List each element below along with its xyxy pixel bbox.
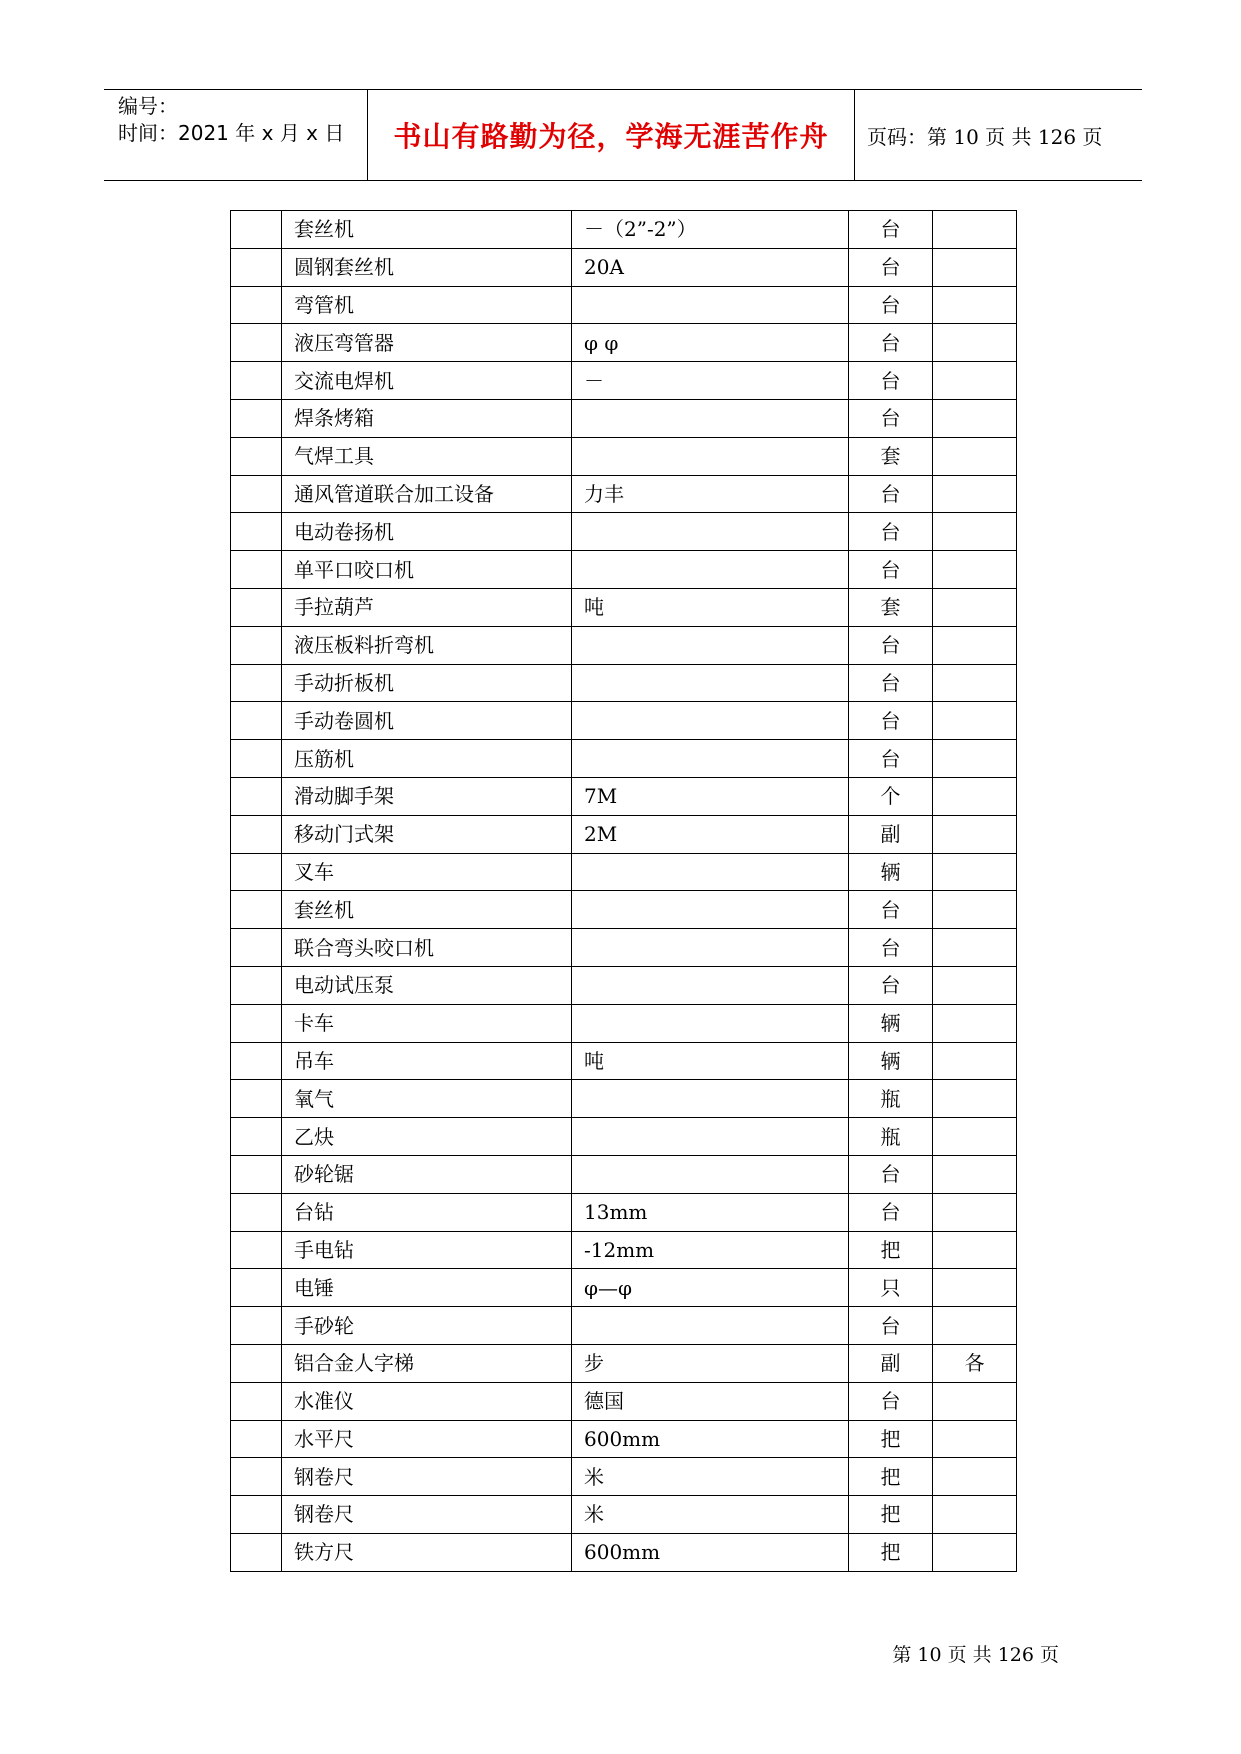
equipment-note-cell: [933, 362, 1017, 400]
equipment-spec-cell: [572, 1118, 849, 1156]
equipment-unit-cell: 副: [849, 1344, 933, 1382]
equipment-name-cell: 压筋机: [282, 740, 572, 778]
row-index-cell: [231, 1193, 282, 1231]
row-index-cell: [231, 437, 282, 475]
equipment-spec-cell: 13mm: [572, 1193, 849, 1231]
row-index-cell: [231, 1080, 282, 1118]
equipment-unit-cell: 台: [849, 1382, 933, 1420]
table-row: [231, 664, 1017, 702]
equipment-unit-cell: 台: [849, 702, 933, 740]
equipment-note-cell: [933, 1269, 1017, 1307]
equipment-spec-cell: [572, 399, 849, 437]
equipment-note-cell: [933, 1118, 1017, 1156]
table-row: [231, 1155, 1017, 1193]
equipment-unit-cell: 台: [849, 248, 933, 286]
row-index-cell: [231, 815, 282, 853]
table-row: [231, 1193, 1017, 1231]
equipment-spec-cell: [572, 740, 849, 778]
page-footer: 第 10 页 共 126 页: [892, 1644, 1059, 1666]
equipment-name-cell: 弯管机: [282, 286, 572, 324]
equipment-name-cell: 单平口咬口机: [282, 551, 572, 589]
equipment-note-cell: [933, 891, 1017, 929]
row-index-cell: [231, 929, 282, 967]
row-index-cell: [231, 1231, 282, 1269]
table-row: [231, 399, 1017, 437]
equipment-name-cell: 手电钻: [282, 1231, 572, 1269]
equipment-spec-cell: －（2”-2”）: [572, 211, 849, 249]
equipment-spec-cell: [572, 929, 849, 967]
equipment-unit-cell: 瓶: [849, 1080, 933, 1118]
row-index-cell: [231, 399, 282, 437]
equipment-name-cell: 气焊工具: [282, 437, 572, 475]
equipment-note-cell: [933, 399, 1017, 437]
equipment-spec-cell: [572, 626, 849, 664]
table-row: [231, 588, 1017, 626]
equipment-name-cell: 砂轮锯: [282, 1155, 572, 1193]
equipment-spec-cell: 2M: [572, 815, 849, 853]
row-index-cell: [231, 286, 282, 324]
table-row: [231, 437, 1017, 475]
equipment-spec-cell: [572, 437, 849, 475]
equipment-name-cell: 叉车: [282, 853, 572, 891]
document-number-label: 编号：: [118, 94, 178, 118]
table-row: [231, 1533, 1017, 1571]
equipment-name-cell: 电动试压泵: [282, 966, 572, 1004]
row-index-cell: [231, 1496, 282, 1534]
row-index-cell: [231, 211, 282, 249]
equipment-name-cell: 手砂轮: [282, 1307, 572, 1345]
equipment-name-cell: 电动卷扬机: [282, 513, 572, 551]
equipment-name-cell: 吊车: [282, 1042, 572, 1080]
equipment-name-cell: 台钻: [282, 1193, 572, 1231]
equipment-unit-cell: 台: [849, 362, 933, 400]
equipment-note-cell: [933, 324, 1017, 362]
table-row: [231, 966, 1017, 1004]
table-row: [231, 815, 1017, 853]
equipment-name-cell: 钢卷尺: [282, 1458, 572, 1496]
table-row: [231, 1496, 1017, 1534]
equipment-note-cell: [933, 740, 1017, 778]
equipment-table: [230, 210, 1017, 1572]
table-row: [231, 626, 1017, 664]
table-row: [231, 1004, 1017, 1042]
equipment-note-cell: [933, 702, 1017, 740]
row-index-cell: [231, 475, 282, 513]
equipment-unit-cell: 台: [849, 324, 933, 362]
equipment-spec-cell: [572, 664, 849, 702]
equipment-name-cell: 套丝机: [282, 891, 572, 929]
row-index-cell: [231, 853, 282, 891]
equipment-name-cell: 铁方尺: [282, 1533, 572, 1571]
equipment-spec-cell: [572, 891, 849, 929]
table-row: [231, 853, 1017, 891]
equipment-table-body: [231, 211, 1017, 1572]
row-index-cell: [231, 248, 282, 286]
equipment-unit-cell: 台: [849, 211, 933, 249]
equipment-note-cell: [933, 929, 1017, 967]
equipment-note-cell: [933, 1155, 1017, 1193]
equipment-name-cell: 移动门式架: [282, 815, 572, 853]
row-index-cell: [231, 362, 282, 400]
equipment-spec-cell: [572, 1307, 849, 1345]
equipment-spec-cell: 力丰: [572, 475, 849, 513]
equipment-unit-cell: 个: [849, 777, 933, 815]
equipment-name-cell: 液压弯管器: [282, 324, 572, 362]
equipment-unit-cell: 台: [849, 1155, 933, 1193]
equipment-note-cell: [933, 853, 1017, 891]
row-index-cell: [231, 777, 282, 815]
table-row: [231, 362, 1017, 400]
equipment-note-cell: [933, 1042, 1017, 1080]
table-row: [231, 740, 1017, 778]
row-index-cell: [231, 1118, 282, 1156]
equipment-unit-cell: 台: [849, 664, 933, 702]
equipment-note-cell: [933, 815, 1017, 853]
equipment-spec-cell: 德国: [572, 1382, 849, 1420]
table-row: [231, 513, 1017, 551]
equipment-note-cell: [933, 626, 1017, 664]
equipment-spec-cell: 米: [572, 1458, 849, 1496]
equipment-unit-cell: 台: [849, 929, 933, 967]
equipment-unit-cell: 台: [849, 551, 933, 589]
equipment-unit-cell: 只: [849, 1269, 933, 1307]
equipment-spec-cell: 600mm: [572, 1533, 849, 1571]
equipment-note-cell: [933, 1080, 1017, 1118]
header-left-cell: [104, 90, 368, 180]
equipment-name-cell: 圆钢套丝机: [282, 248, 572, 286]
equipment-spec-cell: －: [572, 362, 849, 400]
equipment-note-cell: [933, 1004, 1017, 1042]
equipment-unit-cell: 瓶: [849, 1118, 933, 1156]
equipment-note-cell: [933, 1382, 1017, 1420]
table-row: [231, 286, 1017, 324]
table-row: [231, 1344, 1017, 1382]
equipment-spec-cell: 吨: [572, 1042, 849, 1080]
equipment-unit-cell: 台: [849, 513, 933, 551]
equipment-unit-cell: 台: [849, 891, 933, 929]
equipment-unit-cell: 把: [849, 1458, 933, 1496]
equipment-name-cell: 焊条烤箱: [282, 399, 572, 437]
equipment-name-cell: 套丝机: [282, 211, 572, 249]
row-index-cell: [231, 891, 282, 929]
equipment-note-cell: [933, 1307, 1017, 1345]
equipment-note-cell: [933, 1231, 1017, 1269]
equipment-name-cell: 卡车: [282, 1004, 572, 1042]
table-row: [231, 929, 1017, 967]
table-row: [231, 475, 1017, 513]
equipment-spec-cell: 600mm: [572, 1420, 849, 1458]
equipment-spec-cell: 7M: [572, 777, 849, 815]
table-row: [231, 248, 1017, 286]
equipment-unit-cell: 台: [849, 286, 933, 324]
equipment-unit-cell: 台: [849, 966, 933, 1004]
row-index-cell: [231, 1042, 282, 1080]
page-header: [104, 89, 1142, 181]
equipment-note-cell: [933, 588, 1017, 626]
equipment-spec-cell: [572, 551, 849, 589]
equipment-spec-cell: [572, 1080, 849, 1118]
equipment-spec-cell: -12mm: [572, 1231, 849, 1269]
equipment-spec-cell: [572, 1155, 849, 1193]
equipment-name-cell: 手动折板机: [282, 664, 572, 702]
header-right-cell: [855, 90, 1142, 180]
row-index-cell: [231, 1533, 282, 1571]
equipment-name-cell: 交流电焊机: [282, 362, 572, 400]
table-row: [231, 1269, 1017, 1307]
row-index-cell: [231, 1004, 282, 1042]
row-index-cell: [231, 1269, 282, 1307]
row-index-cell: [231, 1382, 282, 1420]
equipment-note-cell: [933, 1193, 1017, 1231]
row-index-cell: [231, 513, 282, 551]
equipment-note-cell: [933, 664, 1017, 702]
equipment-unit-cell: 台: [849, 740, 933, 778]
table-row: [231, 1118, 1017, 1156]
equipment-unit-cell: 台: [849, 399, 933, 437]
row-index-cell: [231, 1458, 282, 1496]
equipment-unit-cell: 副: [849, 815, 933, 853]
equipment-note-cell: [933, 1496, 1017, 1534]
equipment-note-cell: [933, 777, 1017, 815]
table-row: [231, 1382, 1017, 1420]
equipment-spec-cell: 吨: [572, 588, 849, 626]
equipment-unit-cell: 台: [849, 626, 933, 664]
row-index-cell: [231, 626, 282, 664]
table-row: [231, 1080, 1017, 1118]
table-row: [231, 551, 1017, 589]
equipment-name-cell: 电锤: [282, 1269, 572, 1307]
equipment-name-cell: 水平尺: [282, 1420, 572, 1458]
equipment-note-cell: [933, 475, 1017, 513]
equipment-spec-cell: 20A: [572, 248, 849, 286]
equipment-note-cell: [933, 437, 1017, 475]
row-index-cell: [231, 324, 282, 362]
equipment-name-cell: 液压板料折弯机: [282, 626, 572, 664]
equipment-spec-cell: [572, 1004, 849, 1042]
equipment-unit-cell: 套: [849, 437, 933, 475]
table-row: [231, 324, 1017, 362]
equipment-name-cell: 滑动脚手架: [282, 777, 572, 815]
row-index-cell: [231, 702, 282, 740]
equipment-spec-cell: [572, 853, 849, 891]
equipment-note-cell: [933, 966, 1017, 1004]
equipment-name-cell: 钢卷尺: [282, 1496, 572, 1534]
equipment-note-cell: [933, 1420, 1017, 1458]
equipment-name-cell: 手动卷圆机: [282, 702, 572, 740]
equipment-unit-cell: 辆: [849, 853, 933, 891]
document-time-label: 时间：2021 年 x 月 x 日: [118, 121, 345, 145]
equipment-spec-cell: φ—φ: [572, 1269, 849, 1307]
equipment-name-cell: 铝合金人字梯: [282, 1344, 572, 1382]
equipment-note-cell: [933, 551, 1017, 589]
equipment-unit-cell: 套: [849, 588, 933, 626]
row-index-cell: [231, 1344, 282, 1382]
row-index-cell: [231, 588, 282, 626]
table-row: [231, 1420, 1017, 1458]
equipment-name-cell: 氧气: [282, 1080, 572, 1118]
header-motto: 书山有路勤为径，学海无涯苦作舟: [393, 120, 829, 153]
row-index-cell: [231, 740, 282, 778]
equipment-unit-cell: 辆: [849, 1042, 933, 1080]
equipment-name-cell: 联合弯头咬口机: [282, 929, 572, 967]
equipment-spec-cell: [572, 286, 849, 324]
row-index-cell: [231, 1420, 282, 1458]
equipment-note-cell: [933, 248, 1017, 286]
equipment-note-cell: [933, 1533, 1017, 1571]
row-index-cell: [231, 966, 282, 1004]
equipment-spec-cell: [572, 702, 849, 740]
equipment-unit-cell: 台: [849, 1193, 933, 1231]
equipment-unit-cell: 把: [849, 1420, 933, 1458]
equipment-spec-cell: [572, 966, 849, 1004]
equipment-unit-cell: 把: [849, 1231, 933, 1269]
table-row: [231, 211, 1017, 249]
table-row: [231, 1458, 1017, 1496]
equipment-unit-cell: 把: [849, 1496, 933, 1534]
equipment-note-cell: [933, 513, 1017, 551]
equipment-unit-cell: 把: [849, 1533, 933, 1571]
equipment-note-cell: [933, 211, 1017, 249]
table-row: [231, 1042, 1017, 1080]
table-row: [231, 777, 1017, 815]
row-index-cell: [231, 664, 282, 702]
equipment-unit-cell: 台: [849, 475, 933, 513]
table-row: [231, 1307, 1017, 1345]
equipment-name-cell: 乙炔: [282, 1118, 572, 1156]
equipment-note-cell: [933, 286, 1017, 324]
table-row: [231, 702, 1017, 740]
row-index-cell: [231, 1307, 282, 1345]
equipment-unit-cell: 辆: [849, 1004, 933, 1042]
equipment-note-cell: 各: [933, 1344, 1017, 1382]
equipment-spec-cell: φ φ: [572, 324, 849, 362]
equipment-spec-cell: 步: [572, 1344, 849, 1382]
equipment-note-cell: [933, 1458, 1017, 1496]
row-index-cell: [231, 551, 282, 589]
equipment-name-cell: 通风管道联合加工设备: [282, 475, 572, 513]
equipment-unit-cell: 台: [849, 1307, 933, 1345]
table-row: [231, 891, 1017, 929]
table-row: [231, 1231, 1017, 1269]
equipment-name-cell: 水准仪: [282, 1382, 572, 1420]
header-middle-cell: [368, 90, 855, 180]
row-index-cell: [231, 1155, 282, 1193]
equipment-spec-cell: 米: [572, 1496, 849, 1534]
header-page-info: 页码：第 10 页 共 126 页: [867, 124, 1103, 149]
equipment-spec-cell: [572, 513, 849, 551]
equipment-name-cell: 手拉葫芦: [282, 588, 572, 626]
